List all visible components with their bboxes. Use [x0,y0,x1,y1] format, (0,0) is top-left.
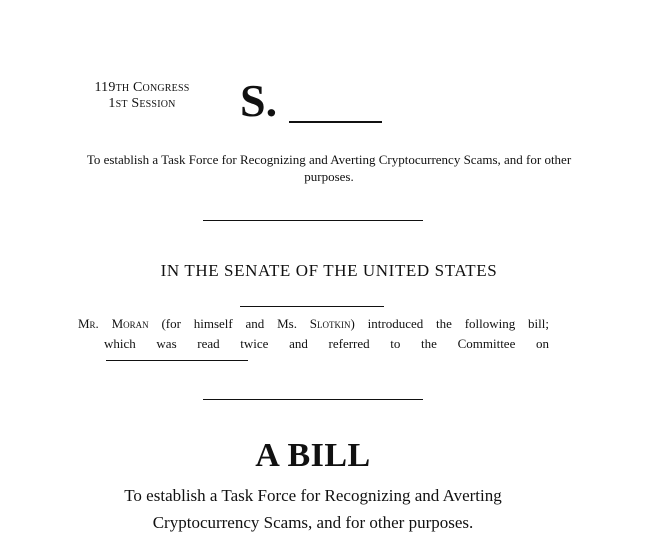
congress-number: 119th Congress [94,80,190,95]
bill-number-blank [289,121,382,123]
congress-session-block [68,80,216,112]
intro-text: (for himself and Ms. [161,316,297,331]
bill-title: A BILL [255,437,371,474]
intro-line-2: which was read twice and referred to the Committee on [104,336,549,351]
long-purpose: To establish a Task Force for Recognizing and Averting Cryptocurrency Scams, and for other purposes. [124,486,502,532]
bill-prefix: S. [240,75,278,126]
short-purpose: To establish a Task Force for Recognizing and Averting Cryptocurrency Scams, and for other purposes. [86,152,572,184]
intro-text-end: ) introduced the following bill; [350,316,550,331]
chamber-heading: IN THE SENATE OF THE UNITED STATES [160,261,498,280]
introduction-paragraph [78,314,549,354]
divider-rule-2 [203,399,423,400]
date-blank-rule [240,306,384,307]
sponsor-name: Mr. Moran [78,316,149,331]
cosponsor-name: Slotkin [309,316,351,331]
committee-blank [106,360,248,361]
session-number: 1st Session [108,96,176,111]
divider-rule [203,220,423,221]
